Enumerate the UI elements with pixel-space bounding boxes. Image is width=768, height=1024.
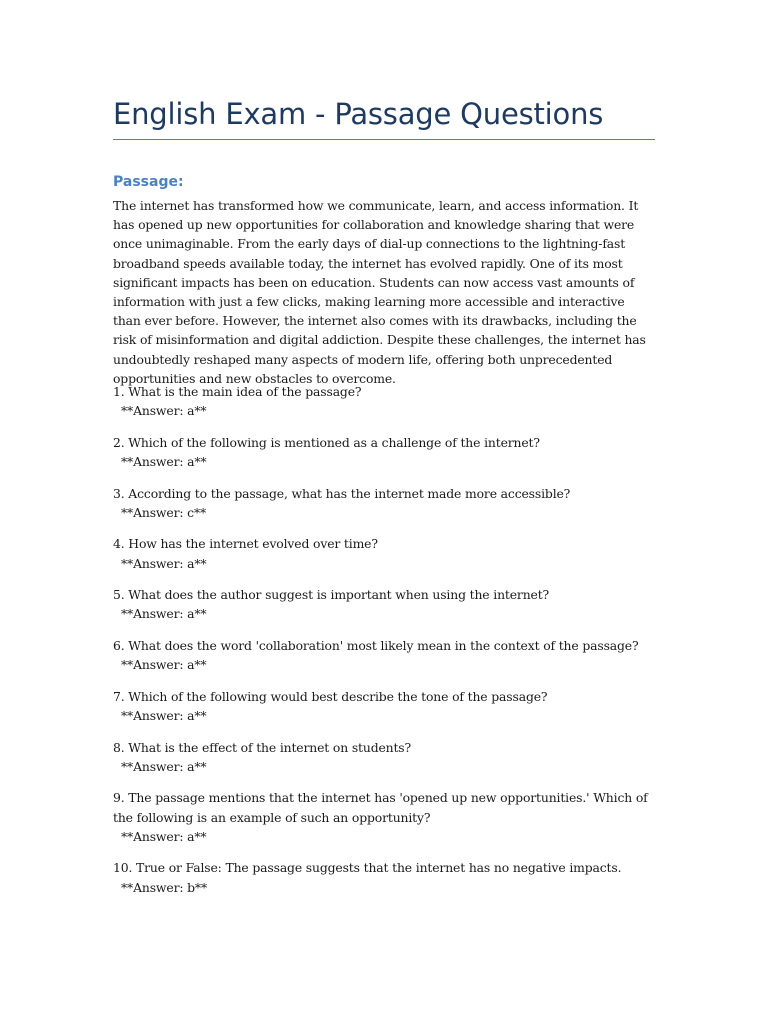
answer-text: **Answer: b** <box>121 879 208 895</box>
question-item <box>113 484 655 522</box>
answer-text: **Answer: a** <box>121 454 207 469</box>
question-item <box>113 636 655 674</box>
question-text: 1. What is the main idea of the passage? <box>113 384 362 399</box>
question-text: 5. What does the author suggest is important when using the internet? <box>113 587 550 603</box>
question-item <box>113 858 655 896</box>
document-title: English Exam - Passage Questions <box>113 97 604 131</box>
question-text: 10. True or False: The passage suggests that the internet has no negative impacts. <box>113 860 622 876</box>
question-text: 8. What is the effect of the internet on students? <box>113 739 412 755</box>
question-text: 4. How has the internet evolved over time? <box>113 536 378 552</box>
answer-text: **Answer: a** <box>121 403 207 419</box>
question-text: 6. What does the word 'collaboration' most likely mean in the context of the passage? <box>113 637 639 653</box>
answer-text: **Answer: a** <box>121 657 207 673</box>
question-text: 3. According to the passage, what has the internet made more accessible? <box>113 485 571 501</box>
answer-text: **Answer: a** <box>121 555 207 571</box>
passage-text: The internet has transformed how we communicate, learn, and access information. It has opened up new opportunities for collaboration and knowledge sharing that were once unimaginable. From the early days of dial-up connections to the lightning-fast broadband speeds available today, the internet has evolved rapidly. One of its most significant impacts has been on education. Students can now access vast amounts of information with just a few clicks, making learning more accessible and interactive than ever before. However, the internet also comes with its drawbacks, including the risk of misinformation and digital addiction. Despite these challenges, the internet has undoubtedly reshaped many aspects of modern life, offering both unprecedented opportunities and new obstacles to overcome. <box>113 198 646 386</box>
question-item <box>113 738 655 776</box>
answer-text: **Answer: a** <box>121 707 207 723</box>
answer-text: **Answer: c** <box>121 504 207 520</box>
question-item <box>113 534 655 572</box>
question-text: 9. The passage mentions that the internet has 'opened up new opportunities.' Which of the following is an example of such an opportunity? <box>113 790 648 825</box>
question-text: 2. Which of the following is mentioned as a challenge of the internet? <box>113 434 540 450</box>
question-list <box>113 382 655 909</box>
question-item <box>113 788 655 846</box>
answer-text: **Answer: a** <box>121 828 207 844</box>
title-divider <box>113 139 655 140</box>
answer-text: **Answer: a** <box>121 606 207 622</box>
question-item <box>113 382 655 420</box>
answer-text: **Answer: a** <box>121 758 207 774</box>
question-item <box>113 585 655 623</box>
question-item <box>113 687 655 725</box>
passage-heading: Passage: <box>113 174 184 190</box>
question-text: 7. Which of the following would best describe the tone of the passage? <box>113 688 548 704</box>
question-item <box>113 433 655 471</box>
